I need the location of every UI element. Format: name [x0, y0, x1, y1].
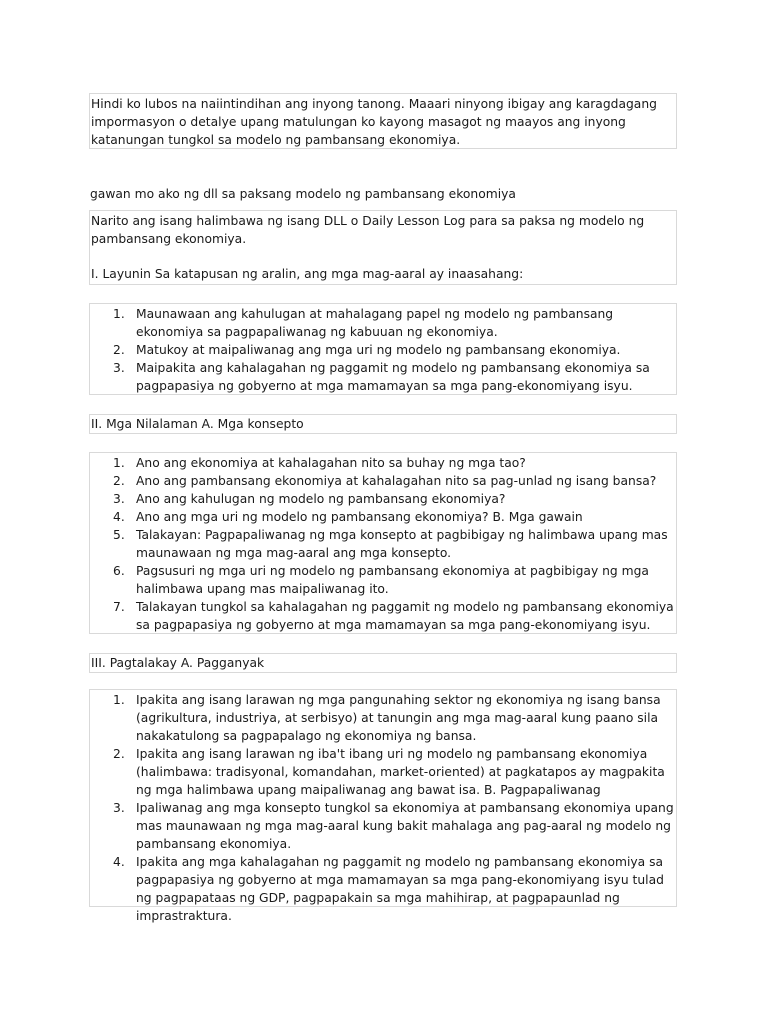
list-item-text: Ano ang mga uri ng modelo ng pambansang ekonomiya? B. Mga gawain [136, 510, 583, 524]
contents-list [90, 454, 676, 634]
list-number: 7. [113, 600, 125, 614]
list-item [90, 853, 676, 925]
list-number: 1. [113, 693, 125, 707]
section2-heading-box [89, 414, 677, 434]
list-item-text: Ipakita ang mga kahalagahan ng paggamit ng modelo ng pambansang ekonomiya sa pagpapasiya ng gobyerno at mga mamamayan sa mga pang-ekonomiyang isyu tulad ng pagpapataas ng GDP, pagpapakain sa mga mahihirap, at pagpapaunlad ng imprastraktura. [136, 855, 664, 923]
list-item [90, 472, 676, 490]
list-item [90, 341, 676, 359]
list-item-text: Ano ang ekonomiya at kahalagahan nito sa buhay ng mga tao? [136, 456, 526, 470]
list-number: 3. [113, 361, 125, 375]
user-query-text: gawan mo ako ng dll sa paksang modelo ng pambansang ekonomiya [90, 187, 516, 201]
section3-heading: III. Pagtalakay A. Pagganyak [91, 656, 265, 670]
list-number: 3. [113, 801, 125, 815]
objectives-box [89, 303, 677, 395]
list-item [90, 454, 676, 472]
list-item-text: Matukoy at maipaliwanag ang mga uri ng modelo ng pambansang ekonomiya. [136, 343, 621, 357]
section2-heading: II. Mga Nilalaman A. Mga konsepto [91, 417, 304, 431]
list-number: 4. [113, 510, 125, 524]
list-item-text: Pagsusuri ng mga uri ng modelo ng pambansang ekonomiya at pagbibigay ng mga halimbawa upang mas maipaliwanag ito. [136, 564, 649, 596]
contents-box [89, 452, 677, 634]
list-item-text: Ano ang pambansang ekonomiya at kahalagahan nito sa pag-unlad ng isang bansa? [136, 474, 657, 488]
list-item-text: Ipakita ang isang larawan ng mga pangunahing sektor ng ekonomiya ng isang bansa (agrikultura, industriya, at serbisyo) at tanungin ang mga mag-aaral kung paano sila nakakatulong sa pagpapalago ng ekonomiya ng bansa. [136, 693, 661, 743]
list-item [90, 745, 676, 799]
list-item [90, 562, 676, 598]
list-item-text: Maunawaan ang kahulugan at mahalagang papel ng modelo ng pambansang ekonomiya sa pagpapaliwanag ng kabuuan ng ekonomiya. [136, 307, 614, 339]
list-item-text: Ano ang kahulugan ng modelo ng pambansang ekonomiya? [136, 492, 506, 506]
list-item-text: Talakayan tungkol sa kahalagahan ng paggamit ng modelo ng pambansang ekonomiya sa pagpapasiya ng gobyerno at mga mamamayan sa mga pang-ekonomiyang isyu. [136, 600, 674, 632]
list-number: 1. [113, 307, 125, 321]
list-item [90, 799, 676, 853]
response-box-intro [89, 93, 677, 149]
list-number: 1. [113, 456, 125, 470]
list-item-text: Talakayan: Pagpapaliwanag ng mga konsepto at pagbibigay ng halimbawa upang mas maunawaan ng mga mag-aaral ang mga konsepto. [136, 528, 668, 560]
response-box-dll [89, 210, 677, 285]
list-item [90, 691, 676, 745]
list-item [90, 526, 676, 562]
list-item-text: Maipakita ang kahalagahan ng paggamit ng modelo ng pambansang ekonomiya sa pagpapasiya ng gobyerno at mga mamamayan sa mga pang-ekonomiyang isyu. [136, 361, 650, 393]
dll-intro-text: Narito ang isang halimbawa ng isang DLL o Daily Lesson Log para sa paksa ng modelo ng pambansang ekonomiya. [91, 214, 645, 246]
spacer [91, 248, 676, 265]
list-number: 2. [113, 343, 125, 357]
list-item [90, 508, 676, 526]
intro-response-text: Hindi ko lubos na naiintindihan ang inyong tanong. Maaari ninyong ibigay ang karagdagang impormasyon o detalye upang matulungan ko kayong masagot ng maayos ang inyong katanungan tungkol sa modelo ng pambansang ekonomiya. [91, 97, 657, 147]
list-number: 3. [113, 492, 125, 506]
activities-box [89, 689, 677, 923]
section1-heading: I. Layunin Sa katapusan ng aralin, ang mga mag-aaral ay inaasahang: [91, 267, 524, 281]
list-number: 2. [113, 474, 125, 488]
section3-heading-box [89, 653, 677, 673]
list-item [90, 359, 676, 395]
list-number: 4. [113, 855, 125, 869]
list-item-text: Ipakita ang isang larawan ng iba't ibang uri ng modelo ng pambansang ekonomiya (halimbawa: tradisyonal, komandahan, market-oriented) at pagkatapos ay magpakita ng mga halimbawa upang maipaliwanag ang bawat isa. B. Pagpapaliwanag [136, 747, 665, 797]
list-number: 2. [113, 747, 125, 761]
list-number: 6. [113, 564, 125, 578]
list-item [90, 490, 676, 508]
list-item [90, 305, 676, 341]
list-number: 5. [113, 528, 125, 542]
list-item [90, 598, 676, 634]
objectives-list [90, 305, 676, 395]
list-item-text: Ipaliwanag ang mga konsepto tungkol sa ekonomiya at pambansang ekonomiya upang mas maunawaan ng mga mag-aaral kung bakit mahalaga ang pag-aaral ng modelo ng pambansang ekonomiya. [136, 801, 674, 851]
activities-list [90, 691, 676, 925]
